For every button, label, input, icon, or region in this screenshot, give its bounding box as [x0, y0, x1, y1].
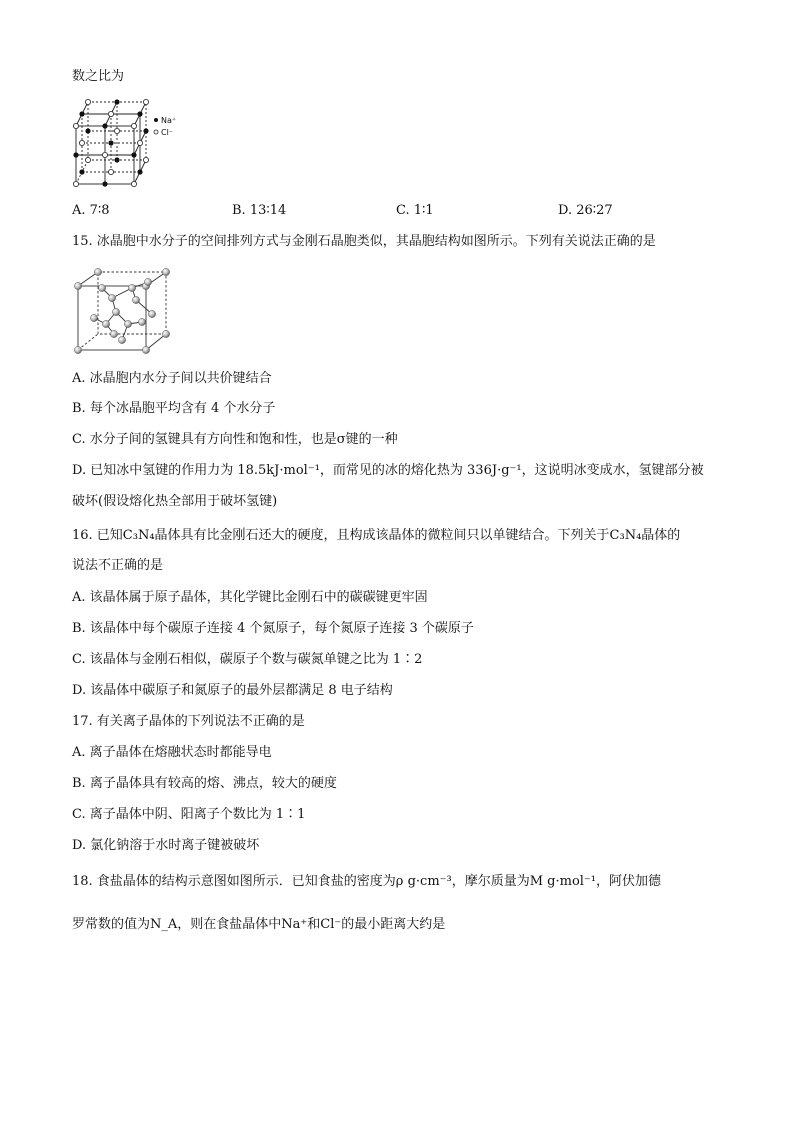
- q17-stem: 17. 有关离子晶体的下列说法不正确的是: [72, 714, 305, 729]
- q16-option-d: D. 该晶体中碳原子和氮原子的最外层都满足 8 电子结构: [72, 683, 393, 698]
- q17-option-c: C. 离子晶体中阴、阳离子个数比为 1∶1: [72, 807, 306, 822]
- q14-option-c: C. 1∶1: [396, 203, 434, 218]
- q15-stem: 15. 冰晶胞中水分子的空间排列方式与金刚石晶胞类似，其晶胞结构如图所示。下列有关说法正确的是: [72, 234, 656, 249]
- q18-stem-line2: 罗常数的值为N_A，则在食盐晶体中Na⁺和Cl⁻的最小距离大约是: [72, 917, 446, 932]
- na-legend-marker: [154, 118, 158, 122]
- cl-legend-label: Cl⁻: [161, 128, 174, 137]
- q18-stem-line1: 18. 食盐晶体的结构示意图如图所示．已知食盐的密度为ρ g·cm⁻³，摩尔质量为M g·mol⁻¹，阿伏加德: [72, 874, 661, 889]
- q15-option-b: B. 每个冰晶胞平均含有 4 个水分子: [72, 401, 276, 416]
- q16-option-c: C. 该晶体与金刚石相似，碳原子个数与碳氮单键之比为 1∶2: [72, 652, 423, 667]
- ice-unit-cell-figure: [72, 268, 172, 356]
- q14-stem-tail: 数之比为: [72, 69, 125, 84]
- q17-option-d: D. 氯化钠溶于水时离子键被破坏: [72, 838, 260, 853]
- q14-option-b: B. 13∶14: [232, 203, 287, 218]
- q15-option-a: A. 冰晶胞内水分子间以共价键结合: [72, 371, 272, 386]
- cl-legend-marker: [154, 130, 158, 134]
- q17-option-a: A. 离子晶体在熔融状态时都能导电: [72, 745, 272, 760]
- q16-stem-line2: 说法不正确的是: [72, 558, 164, 573]
- q16-option-a: A. 该晶体属于原子晶体，其化学键比金刚石中的碳碳键更牢固: [72, 590, 428, 605]
- q17-option-b: B. 离子晶体具有较高的熔、沸点，较大的硬度: [72, 776, 337, 791]
- q16-stem-line1: 16. 已知C₃N₄晶体具有比金刚石还大的硬度，且构成该晶体的微粒间只以单键结合。下列关于C₃N₄晶体的: [72, 528, 681, 543]
- nacl-lattice-figure: [70, 96, 190, 190]
- q15-option-d-line1: D. 已知冰中氢键的作用力为 18.5kJ·mol⁻¹，而常见的冰的熔化热为 336J·g⁻¹，这说明冰变成水，氢键部分被: [72, 463, 704, 478]
- q14-option-a: A. 7∶8: [72, 203, 110, 218]
- q16-option-b: B. 该晶体中每个碳原子连接 4 个氮原子，每个氮原子连接 3 个碳原子: [72, 621, 474, 636]
- q14-option-d: D. 26∶27: [558, 203, 613, 218]
- na-legend-label: Na⁺: [161, 116, 177, 125]
- q15-option-c: C. 水分子间的氢键具有方向性和饱和性，也是σ键的一种: [72, 432, 398, 447]
- q15-option-d-line2: 破坏(假设熔化热全部用于破坏氢键): [72, 494, 278, 509]
